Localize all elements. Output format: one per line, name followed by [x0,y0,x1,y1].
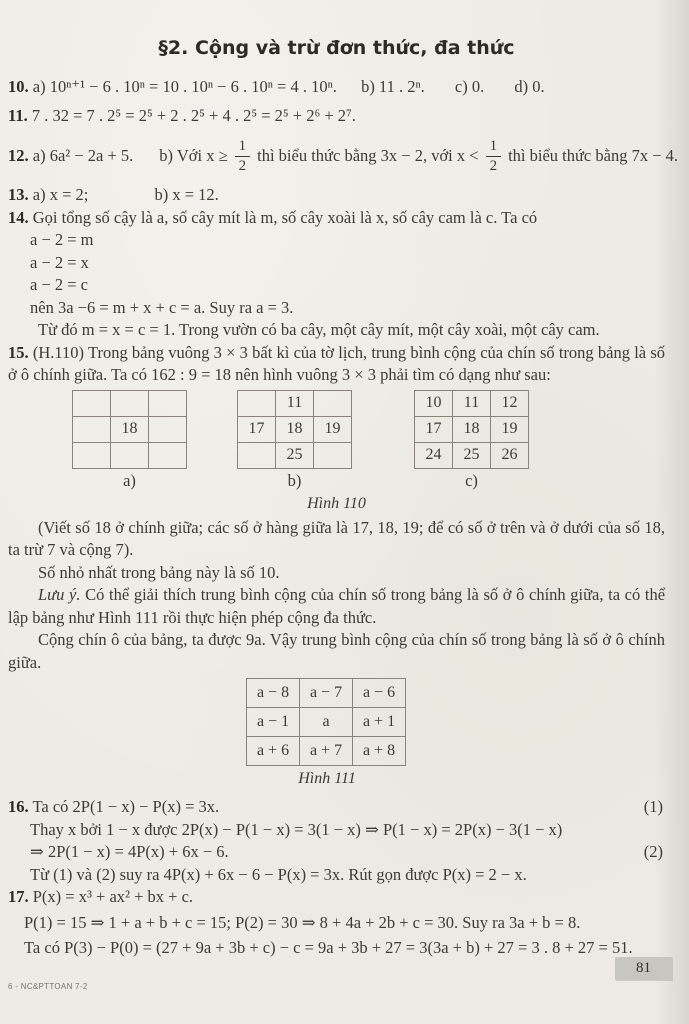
problem-10-number: 10. [8,77,29,96]
problem-17-line-3: Ta có P(3) − P(0) = (27 + 9a + 3b + c) − c = 9a + 3b + 27 = 3(3a + b) + 27 = 3 . 8 + 27 = 51. [24,938,633,957]
problem-14-conclusion-2: Từ đó m = x = c = 1. Trong vườn có ba cây, một cây mít, một cây xoài, một cây cam. [38,320,600,339]
table-cell [73,416,111,442]
problem-15-intro: (H.110) Trong bảng vuông 3 × 3 bất kì của tờ lịch, trung bình cộng của chín số trong bảng là số ở ô chính giữa. Ta có 162 : 9 = 18 nên hình vuông 3 × 3 phải tìm có dạng như sau: [8,342,665,384]
fraction-numerator: 1 [486,139,502,157]
problem-14-intro-text: Gọi tổng số cậy là a, số cây mít là m, số cây xoài là x, số cây cam là c. Ta có [32,207,538,227]
table-cell: 25 [453,442,491,468]
calendar-grid-c [414,390,529,491]
page-number: 81 [636,960,651,976]
table-cell [149,442,187,468]
fraction-one-half [486,139,502,174]
problem-16-line-4: Từ (1) và (2) suy ra 4P(x) + 6x − 6 − P(x) = 3x. Rút gọn được P(x) = 2 − x. [30,864,527,884]
calendar-grid-b [237,390,352,491]
table-cell: 17 [238,416,276,442]
printer-imprint: 6 - NC&PTTOAN 7-2 [8,982,88,991]
equation-number-2: (2) [643,842,663,861]
table-cell [314,442,352,468]
calendar-table [414,390,529,469]
table-cell [111,442,149,468]
problem-14 [8,207,665,342]
problem-17 [8,886,665,960]
table-cell: a + 6 [247,737,300,766]
fraction-denominator: 2 [489,157,498,174]
fraction-denominator: 2 [238,157,247,174]
section-title: §2. Cộng và trừ đơn thức, đa thức [158,37,515,59]
remark-label: Lưu ý. [38,585,81,604]
problem-16 [8,796,665,886]
problem-15-note-3: Cộng chín ô của bảng, ta được 9a. Vậy trung bình cộng của chín số trong bảng là số ở ô chính giữa. [8,630,665,672]
table-cell [238,390,276,416]
table-cell: a [300,708,353,737]
problem-16-statement: Ta có 2P(1 − x) − P(x) = 3x. [32,797,220,816]
problem-16-number: 16. [8,797,29,816]
equation-line: a − 2 = c [30,275,89,294]
problem-15-number: 15. [8,342,29,362]
table-cell: a − 8 [247,679,300,708]
figure-110-tables [8,390,665,491]
problem-12 [8,131,678,181]
page-number-badge [615,957,672,980]
problem-10 [8,76,665,99]
table-cell: a + 7 [300,737,353,766]
problem-17-number: 17. [8,887,29,906]
table-cell: 26 [491,442,529,468]
table-cell: 18 [453,416,491,442]
figure-111-caption: Hình 111 [298,770,356,787]
table-cell [73,442,111,468]
problem-14-intro [8,207,665,230]
problem-11-number: 11. [8,105,28,125]
calendar-table [237,390,352,469]
problem-16-line-3 [8,841,665,864]
problem-17-statement: P(x) = x³ + ax² + bx + c. [32,887,194,906]
problem-12-number: 12. [8,146,29,165]
problem-10-answer-b: b) 11 . 2ⁿ. [361,77,425,96]
problem-13-answer-a: a) x = 2; [32,185,89,204]
problem-16-line-1 [8,796,665,819]
equation-line: a − 2 = m [30,230,94,249]
polynomial-table [246,678,406,766]
problem-11-text: 7 . 32 = 7 . 2⁵ = 2⁵ + 2 . 2⁵ + 4 . 2⁵ = 2⁵ + 2⁶ + 2⁷. [31,105,356,125]
table-cell: a + 8 [353,737,406,766]
problem-14-number: 14. [8,207,29,227]
problem-12-answer-b-post: thì biểu thức bằng 7x − 4. [508,146,678,165]
table-cell [238,442,276,468]
table-cell: 17 [415,416,453,442]
problem-12-answer-b-pre: b) Với x ≥ [159,146,228,165]
table-cell: 19 [491,416,529,442]
remark-text: Có thể giải thích trung bình cộng của chín số trong bảng là số ở ô chính giữa, ta có thể lập bảng như Hình 111 rồi thực hiện phép cộng đa thức. [8,585,666,627]
problem-14-conclusion-1: nên 3a −6 = m + x + c = a. Suy ra a = 3. [30,297,294,317]
table-label: b) [287,470,302,490]
equation-number-1: (1) [643,797,663,816]
table-cell: 18 [111,416,149,442]
table-cell [149,416,187,442]
problem-15-note-2: Số nhỏ nhất trong bảng này là số 10. [38,562,280,582]
problem-10-answer-d: d) 0. [514,77,545,96]
problem-10-answer-c: c) 0. [454,77,485,96]
table-label: a) [123,470,136,490]
problem-17-line-2: P(1) = 15 ⇒ 1 + a + b + c = 15; P(2) = 30 ⇒ 8 + 4a + 2b + c = 30. Suy ra 3a + b = 8. [24,912,581,932]
problem-15 [8,342,665,387]
table-cell [314,390,352,416]
problem-12-answer-b-mid: thì biểu thức bằng 3x − 2, với x < [257,146,479,165]
table-cell: 19 [314,416,352,442]
figure-110-caption: Hình 110 [307,494,366,512]
problem-16-derivation: ⇒ 2P(1 − x) = 4P(x) + 6x − 6. [30,842,229,861]
fraction-numerator: 1 [235,139,251,157]
table-cell: 18 [276,416,314,442]
problem-12-answer-a: a) 6a² − 2a + 5. [32,146,134,165]
table-cell [149,390,187,416]
problem-13 [8,184,665,207]
calendar-table [72,390,187,469]
figure-111 [246,678,408,790]
calendar-grid-a [72,390,187,491]
fraction-one-half [235,139,251,174]
table-cell: 11 [276,390,314,416]
table-cell: a + 1 [353,708,406,737]
table-label: c) [465,470,478,490]
table-cell: 10 [415,390,453,416]
equation-line: a − 2 = x [30,252,89,272]
table-cell [73,390,111,416]
table-cell: a − 6 [353,679,406,708]
table-cell: 11 [453,390,491,416]
table-cell: 24 [415,442,453,468]
table-cell: a − 1 [247,708,300,737]
problem-16-line-2: Thay x bởi 1 − x được 2P(x) − P(1 − x) = 3(1 − x) ⇒ P(1 − x) = 2P(x) − 3(1 − x) [30,819,563,839]
table-cell [111,390,149,416]
problem-17-line-1 [8,886,665,909]
problem-10-answer-a: a) 10ⁿ⁺¹ − 6 . 10ⁿ = 10 . 10ⁿ − 6 . 10ⁿ = 4 . 10ⁿ. [32,77,337,96]
problem-13-answer-b: b) x = 12. [154,185,219,204]
problem-15-remark [8,584,665,629]
table-cell: 12 [491,390,529,416]
table-cell: 25 [276,442,314,468]
table-cell: a − 7 [300,679,353,708]
problem-13-number: 13. [8,185,29,204]
problem-11 [8,105,665,128]
problem-15-note-1: (Viết số 18 ở chính giữa; các số ở hàng giữa là 17, 18, 19; để có số ở trên và ở dưới của số 18, ta trừ 7 và cộng 7). [8,517,665,559]
